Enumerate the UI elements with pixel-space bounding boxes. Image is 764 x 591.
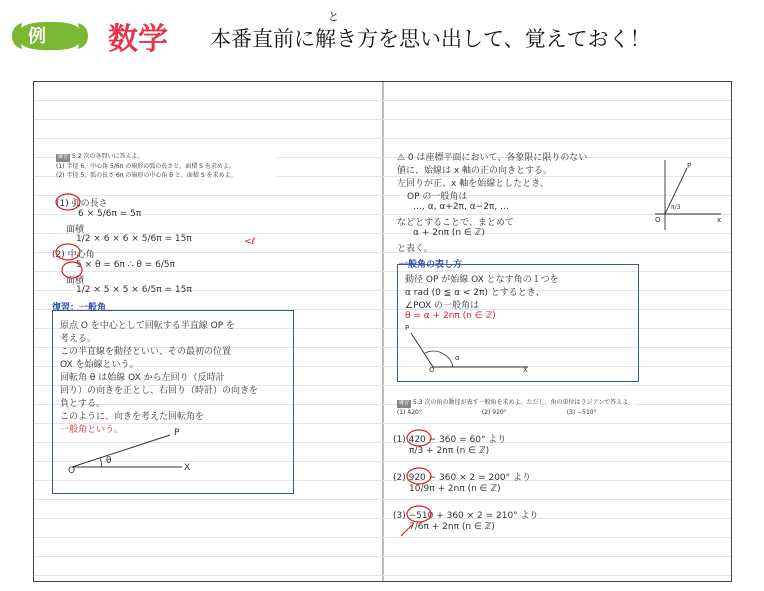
- rule-figure-label-o: O: [429, 366, 435, 374]
- problem-item: (1) 420°: [397, 408, 422, 416]
- answer-line: 面積: [66, 276, 85, 286]
- rule-line: α rad (0 ≦ α < 2π) とするとき、: [405, 288, 545, 298]
- answer-line: 面積: [66, 225, 85, 235]
- review-line: 回転角 θ は始線 OX から左回り（反時計: [60, 373, 225, 383]
- review-line: 一般角という。: [60, 425, 124, 435]
- left-page: [34, 82, 382, 581]
- figure-label-o: O: [68, 466, 76, 476]
- general-angle-figure: [62, 427, 202, 477]
- answer-line: (2) 中心角: [52, 250, 95, 260]
- answer-line: (2) 920 − 360 × 2 = 200° より: [393, 473, 532, 483]
- note-line: 値に、始線は x 軸の正の向きとする。: [397, 166, 553, 176]
- note-line: OP の一般角は: [407, 192, 468, 202]
- review-line: 負とする。: [60, 399, 106, 409]
- answer-line: (1) 弧の長さ: [56, 199, 108, 209]
- answer-line: 10/9π + 2nπ (n ∈ ℤ): [409, 484, 501, 494]
- answer-line: 5 × θ = 6π ∴ θ = 6/5π: [76, 260, 176, 270]
- side-figure-label-x: x: [717, 216, 722, 224]
- problem-title: 次の角の動径が表す一般角を求めよ。ただし、角の単位はラジアンで答えよ。: [424, 399, 635, 406]
- answer-line: 1/2 × 6 × 6 × 5/6π = 15π: [76, 234, 192, 244]
- answer-line: 7/6π + 2nπ (n ∈ ℤ): [409, 522, 495, 532]
- printed-problem-5-2: [56, 152, 276, 180]
- rule-formula: θ = α + 2nπ (n ∈ ℤ): [405, 311, 496, 321]
- answer-line: 1/2 × 5 × 5 × 6/5π = 15π: [76, 285, 192, 295]
- answer-line: 6 × 5/6π = 5π: [78, 209, 142, 219]
- review-line: OX を始線という。: [60, 360, 139, 370]
- side-figure-label-angle: π/3: [671, 204, 681, 211]
- answer-line: (3) −510 + 360 × 2 = 210° より: [393, 511, 539, 521]
- rule-box-title: 一般角の表し方: [399, 260, 463, 270]
- red-answer-marks: [399, 426, 449, 546]
- problem-number: 5.3: [413, 399, 423, 406]
- problem-item: (2) 920°: [481, 408, 507, 416]
- review-line: この半直線を動径といい、その最初の位置: [60, 347, 232, 357]
- review-line: 原点 O を中心として回転する半直線 OP を: [60, 321, 236, 331]
- red-circle-marks: [48, 192, 108, 282]
- headline: 本番直前に解き方を思い出して、覚えておく！: [210, 27, 651, 51]
- review-box-title: 復習：一般角: [52, 303, 107, 313]
- problem-title: 次の各問いに答えよ。: [83, 153, 144, 160]
- printed-problem-5-3: [397, 398, 637, 417]
- problem-item: (3) −510°: [566, 408, 597, 416]
- review-line: このように、向きを考えた回転角を: [60, 412, 205, 422]
- rule-figure-label-p: P: [405, 324, 410, 332]
- side-figure-label-o: O: [655, 216, 661, 224]
- right-page: [383, 82, 731, 581]
- figure-label-p: P: [174, 428, 180, 438]
- figure-label-theta: θ: [106, 456, 112, 466]
- notebook-spread: [33, 81, 732, 582]
- note-line: 左回りが正、x 軸を始線としたとき、: [397, 179, 549, 189]
- figure-label-x: X: [184, 463, 191, 473]
- example-badge-label: 例: [28, 26, 46, 47]
- problem-number: 5.2: [72, 153, 82, 160]
- note-line: と表く。: [397, 244, 433, 254]
- example-badge: [10, 18, 90, 54]
- rule-line: 動径 OP が始線 OX となす角の１つを: [405, 275, 559, 285]
- note-line: などとすることで、まとめて: [397, 218, 514, 228]
- answer-line: π/3 + 2nπ (n ∈ ℤ): [409, 446, 490, 456]
- problem-tag: 練習: [58, 154, 69, 160]
- rule-figure-label-alpha: α: [455, 354, 460, 362]
- rule-figure-label-x: X: [523, 366, 528, 374]
- review-line: 考える。: [60, 334, 97, 344]
- furigana: と: [328, 10, 339, 23]
- note-line: …, α, α+2π, α−2π, …: [413, 202, 510, 212]
- note-line: α + 2nπ (n ∈ ℤ): [413, 228, 485, 238]
- answer-line: (1) 420 − 360 = 60° より: [393, 435, 507, 445]
- rule-figure: [403, 327, 543, 372]
- margin-note: <ℓ: [244, 237, 256, 247]
- problem-line: (2) 半径 5、弧の長さ 6π の扇形の中心角 θ と、面積 S を求めよ。: [56, 171, 237, 179]
- problem-line: (1) 半径 6、中心角 5/6π の扇形の弧の長さと、面積 S を求めよ。: [56, 162, 235, 170]
- note-line: ⚠ 0 は座標平面において、各象限に限りのない: [397, 153, 588, 163]
- subject-title: 数学: [108, 22, 168, 57]
- problem-tag: 練習: [399, 400, 410, 406]
- review-line: 回り）の向きを正とし、右回り（時計）の向きを: [60, 386, 259, 396]
- rule-line: ∠POX の一般角は: [405, 301, 480, 311]
- side-figure-label-p: P: [687, 162, 692, 170]
